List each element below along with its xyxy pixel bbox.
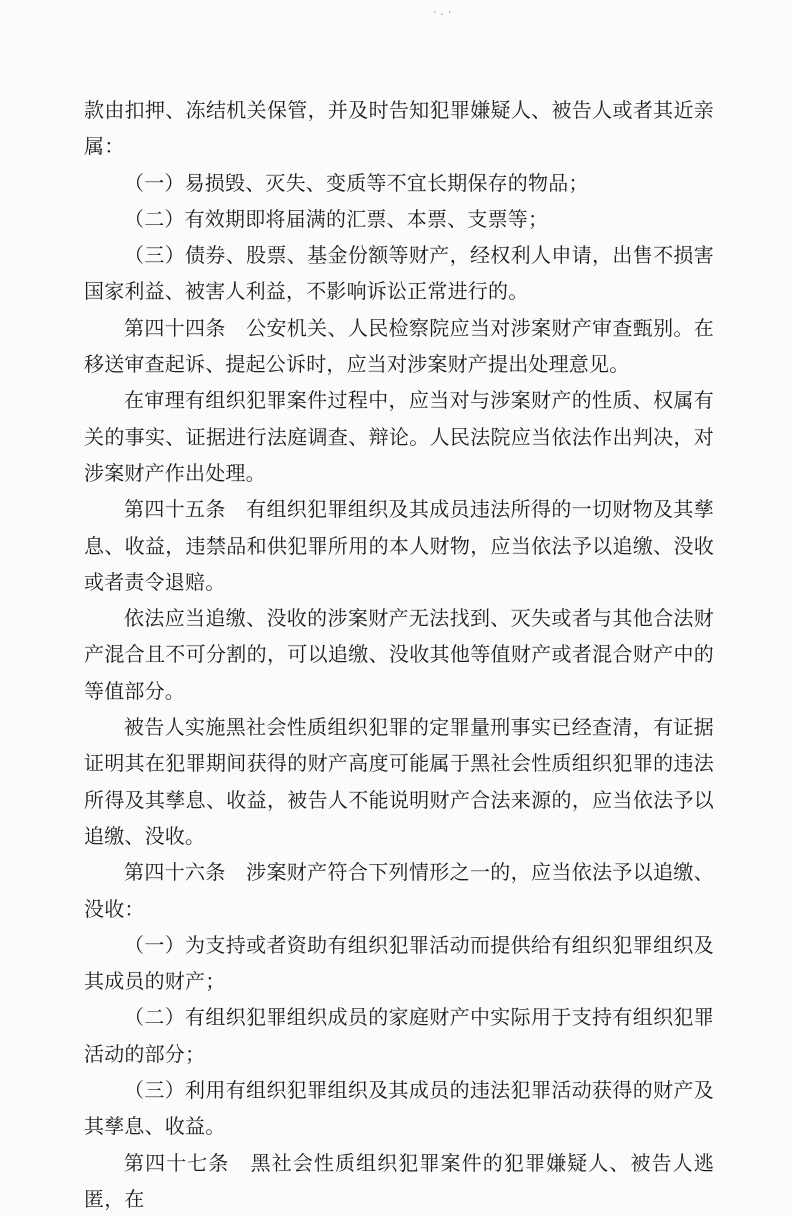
paragraph: 依法应当追缴、没收的涉案财产无法找到、灭失或者与其他合法财产混合且不可分割的，可以追缴、没收其他等值财产或者混合财产中的等值部分。 (84, 606, 714, 703)
article-47: 第四十七条 黑社会性质组织犯罪案件的犯罪嫌疑人、被告人逃匿，在 (84, 1150, 714, 1211)
paragraph: （二）有效期即将届满的汇票、本票、支票等； (124, 206, 549, 231)
paragraph: （三）债券、股票、基金份额等财产，经权利人申请，出售不损害国家利益、被害人利益，不影响诉讼正常进行的。 (84, 243, 714, 304)
article-46: 第四十六条 涉案财产符合下列情形之一的，应当依法予以追缴、没收： (84, 860, 714, 921)
paragraph: （一）易损毁、灭失、变质等不宜长期保存的物品； (124, 170, 589, 195)
paragraph: （三）利用有组织犯罪组织及其成员的违法犯罪活动获得的财产及其孳息、收益。 (84, 1078, 714, 1139)
article-45: 第四十五条 有组织犯罪组织及其成员违法所得的一切财物及其孳息、收益，违禁品和供犯罪所用的本人财物，应当依法予以追缴、没收或者责令退赔。 (84, 497, 714, 594)
paragraph: 被告人实施黑社会性质组织犯罪的定罪量刑事实已经查清，有证据证明其在犯罪期间获得的财产高度可能属于黑社会性质组织犯罪的违法所得及其孳息、收益，被告人不能说明财产合法来源的，应当依法予以追缴、没收。 (84, 715, 714, 848)
paragraph: （二）有组织犯罪组织成员的家庭财产中实际用于支持有组织犯罪活动的部分； (84, 1005, 714, 1066)
paragraph: 在审理有组织犯罪案件过程中，应当对与涉案财产的性质、权属有关的事实、证据进行法庭调查、辩论。人民法院应当依法作出判决，对涉案财产作出处理。 (84, 388, 714, 485)
paragraph: 款由扣押、冻结机关保管，并及时告知犯罪嫌疑人、被告人或者其近亲属： (84, 98, 714, 159)
article-44: 第四十四条 公安机关、人民检察院应当对涉案财产审查甄别。在移送审查起诉、提起公诉时，应当对涉案财产提出处理意见。 (84, 315, 714, 377)
scan-speck: ·.· (432, 8, 455, 18)
document-body (84, 92, 714, 1217)
paragraph: （一）为支持或者资助有组织犯罪活动而提供给有组织犯罪组织及其成员的财产； (84, 932, 714, 994)
